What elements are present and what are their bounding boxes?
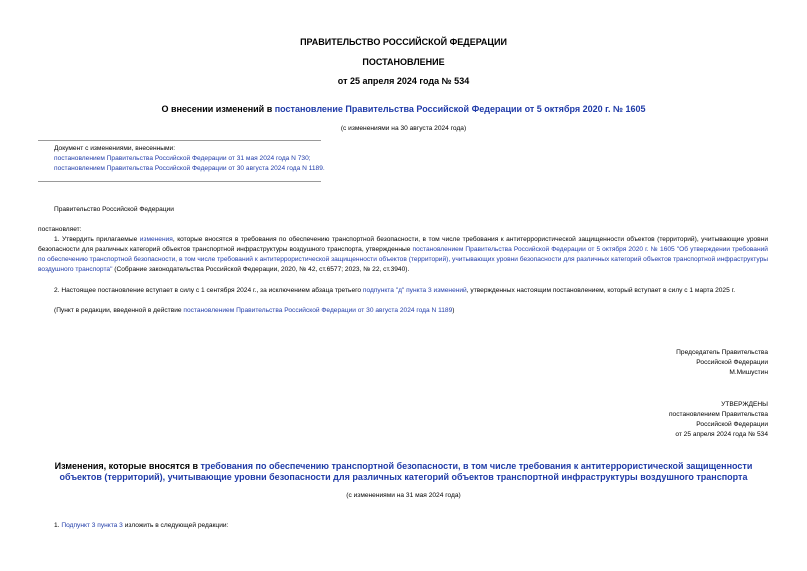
signature-position: Председатель Правительства [676, 349, 768, 356]
change-link-1189[interactable]: постановлением Правительства Российской Федерации от 30 августа 2024 года N 1189. [54, 165, 325, 172]
doc-title-prefix: О внесении изменений в [161, 104, 275, 114]
change-link-730[interactable]: постановлением Правительства Российской Федерации от 31 мая 2024 года N 730; [54, 155, 311, 162]
paragraph-1: 1. Утвердить прилагаемые изменения, которые вносятся в требования по обеспечению транспортной безопасности, в том числе требования к антитеррористической защищенности объектов (территорий), учитывающие уровни безопасности для различных категорий объектов транспортной инфраструктуры воздушного транспорта, утвержденные постановлением Правительства Российской Федерации от 5 октября 2020 г. № 1605 "Об утверждении требований по обеспечению транспортной безопасности, в том числе требований к антитеррористической защищенности объектов (территорий), учитывающих уровни безопасности для различных категорий объектов транспортной инфраструктуры воздушного транспорта" (Собрание законодательства Российской Федерации, 2020, № 42, ст.6577; 2023, № 22, ст.3940). [38, 236, 768, 273]
resolution-1605-link[interactable]: постановлением Правительства Российской Федерации от 5 октября 2020 г. № 1605 "Об утверждении требований по обеспечению транспортной безопасности, в том числе требований к антитеррористической защищенности объектов (территорий), учитывающих уровни безопасности для различных категорий объектов транспортной инфраструктуры воздушного транспорта" [38, 246, 768, 273]
requirements-link[interactable]: требования по обеспечению транспортной безопасности, в том числе требования к антитеррористической защищенности объектов (территорий), учитывающие уровни безопасности для различных категорий объектов транспортной инфраструктуры воздушного транспорта [59, 461, 753, 482]
amended-resolution-link[interactable]: постановление Правительства Российской Федерации от 5 октября 2020 г. № 1605 [274, 104, 646, 114]
changes-box [54, 144, 354, 174]
resolution-1189-link[interactable]: постановлением Правительства Российской Федерации от 30 августа 2024 года N 1189 [183, 307, 453, 314]
resolves-label: постановляет: [38, 226, 82, 233]
approval-heading: УТВЕРЖДЕНЫ [721, 401, 768, 408]
changes-revision: (с изменениями на 31 мая 2024 года) [346, 492, 461, 499]
paragraph-2-note: (Пункт в редакции, введенной в действие постановлением Правительства Российской Федерации от 30 августа 2024 года N 1189) [54, 307, 455, 314]
changes-title: Изменения, которые вносятся в требования по обеспечению транспортной безопасности, в том числе требования к антитеррористической защищенности объектов (территорий), учитывающие уровни безопасности для различных категорий объектов транспортной инфраструктуры воздушного транспорта [54, 461, 753, 482]
approval-line-3: Российской Федерации [696, 421, 768, 428]
doc-type: ПОСТАНОВЛЕНИЕ [362, 57, 445, 67]
changes-box-heading: Документ с изменениями, внесенными: [54, 145, 176, 152]
doc-title [0, 104, 807, 115]
approval-line-4: от 25 апреля 2024 года № 534 [675, 431, 768, 438]
divider-bottom [38, 181, 321, 182]
paragraph-2: 2. Настоящее постановление вступает в силу с 1 сентября 2024 г., за исключением абзаца третьего подпункта "д" пункта 3 изменений, утвержденных настоящим постановлением, который вступает в силу с 1 марта 2025 г. [54, 287, 736, 294]
changes-link[interactable]: изменения [139, 236, 173, 243]
approval-block [468, 400, 768, 440]
doc-revision: (с изменениями на 30 августа 2024 года) [340, 125, 467, 132]
divider-top [38, 140, 321, 141]
org-title: ПРАВИТЕЛЬСТВО РОССИЙСКОЙ ФЕДЕРАЦИИ [300, 37, 507, 47]
subparagraph-d-link[interactable]: подпункта "д" пункта 3 изменений [362, 287, 467, 294]
doc-date-number: от 25 апреля 2024 года № 534 [337, 76, 470, 86]
signature-country: Российской Федерации [696, 359, 768, 366]
subparagraph-3-link[interactable]: Подпункт 3 пункта 3 [61, 522, 123, 529]
signature-name: М.Мишустин [729, 369, 768, 376]
signature-block [468, 348, 768, 378]
approval-line-2: постановлением Правительства [668, 411, 768, 418]
government-label: Правительство Российской Федерации [54, 206, 174, 213]
item-1: 1. Подпункт 3 пункта 3 изложить в следующей редакции: [54, 522, 229, 529]
